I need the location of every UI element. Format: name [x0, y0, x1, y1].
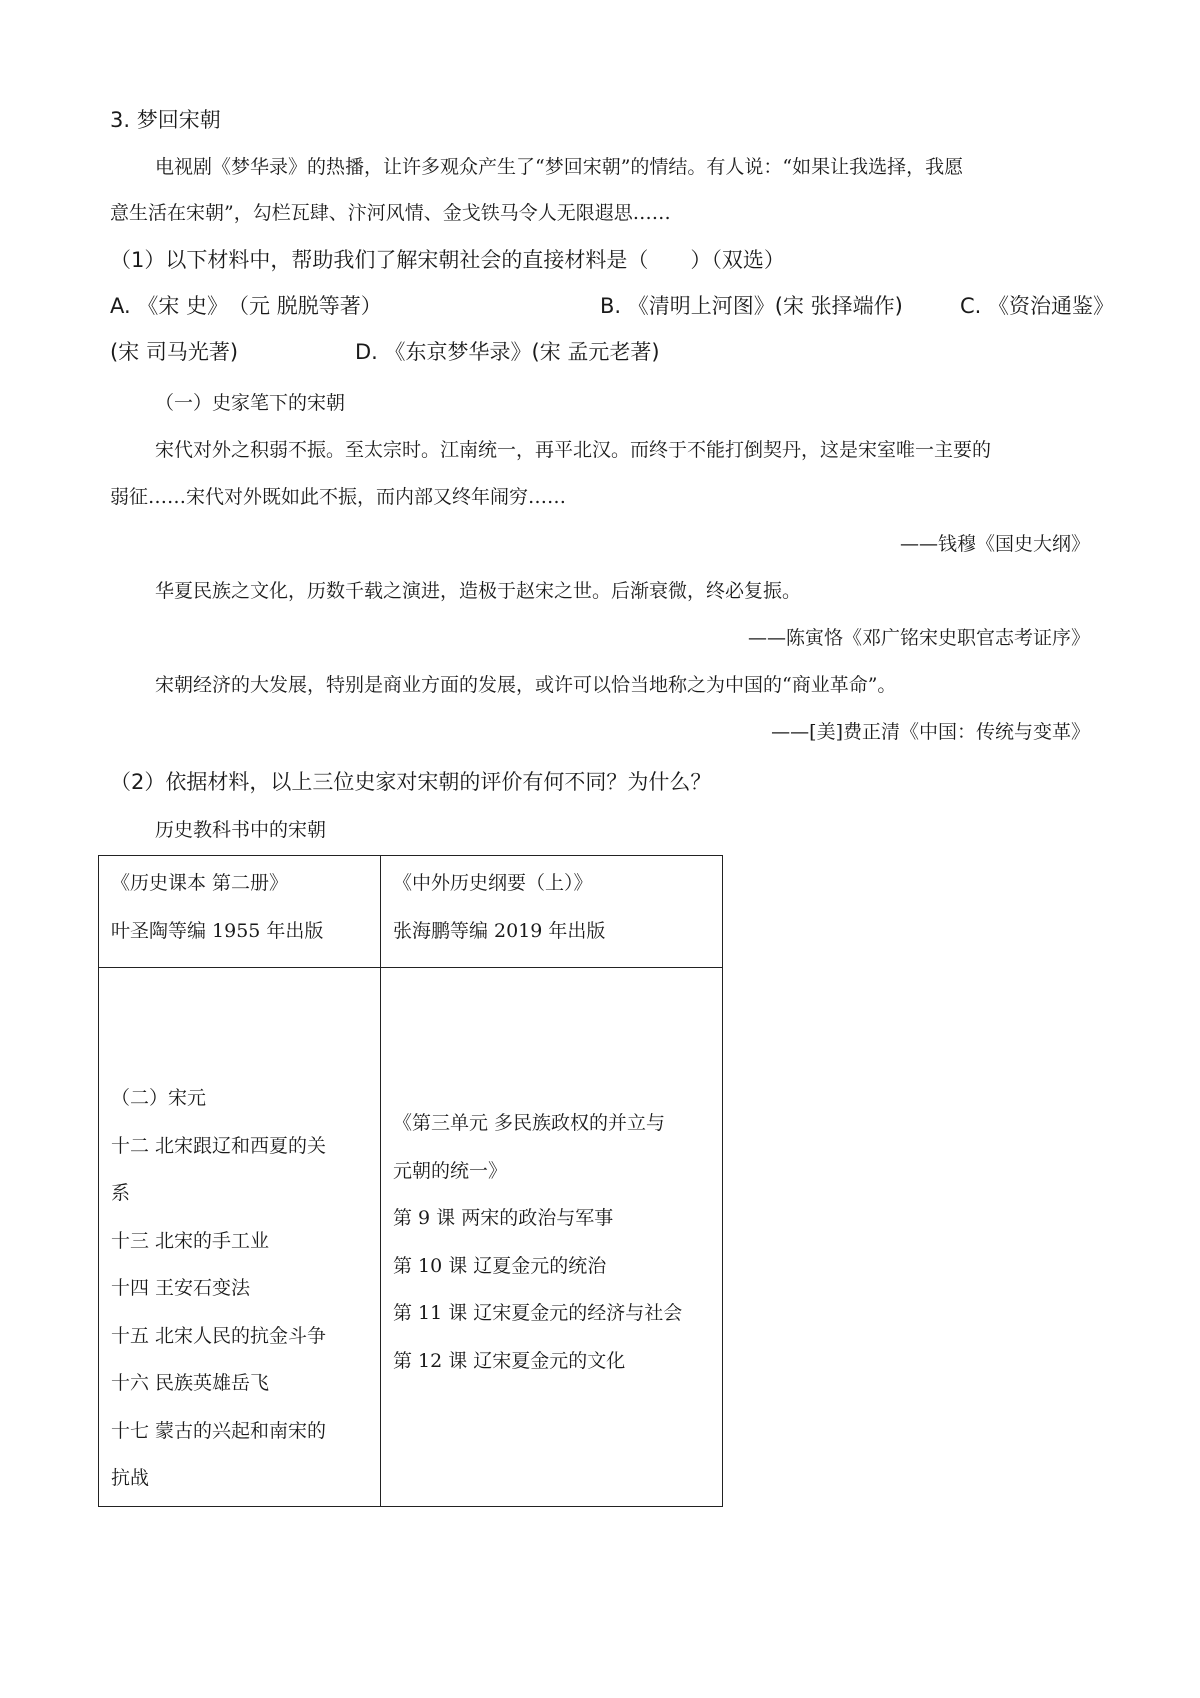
list-item: 系: [111, 1182, 131, 1204]
source2: ——陈寅恪《邓广铭宋史职官志考证序》: [747, 627, 1090, 649]
right-header-title: 《中外历史纲要（上）》: [393, 872, 593, 894]
list-item: 十五 北宋人民的抗金斗争: [111, 1324, 327, 1347]
list-item: 第 11 课 辽宋夏金元的经济与社会: [393, 1302, 683, 1324]
list-item: 十七 蒙古的兴起和南宋的: [111, 1419, 327, 1442]
right-body-cell: [381, 968, 723, 1507]
q1-prompt: （1）以下材料中，帮助我们了解宋朝社会的直接材料是（ ）（双选）: [110, 248, 785, 272]
quote1-line-1: 宋代对外之积弱不振。至太宗时。江南统一，再平北汉。而终于不能打倒契丹，这是宋室唯一主要的: [155, 439, 992, 461]
option-c: C. 《资治通鉴》: [960, 294, 1115, 318]
intro-line-1: 电视剧《梦华录》的热播，让许多观众产生了“梦回宋朝”的情结。有人说：“如果让我选择，我愿: [155, 156, 964, 178]
intro-line-2: 意生活在宋朝”，勾栏瓦肆、汴河风情、金戈铁马令人无限遐思……: [110, 202, 671, 224]
source3: ——[美]费正清《中国：传统与变革》: [771, 721, 1090, 743]
section2-heading: 历史教科书中的宋朝: [155, 819, 327, 841]
list-item: （二）宋元: [111, 1087, 207, 1109]
option-c-continued: (宋 司马光著): [110, 340, 239, 364]
list-item: 抗战: [111, 1467, 150, 1489]
source1: ——钱穆《国史大纲》: [899, 533, 1090, 555]
table-header-row: [99, 856, 723, 968]
textbook-comparison-table: [98, 855, 723, 1507]
right-header-cell: [381, 856, 723, 968]
question-title: 3. 梦回宋朝: [110, 108, 221, 132]
left-header-edition: 叶圣陶等编 1955 年出版: [111, 919, 324, 942]
list-item: 第 9 课 两宋的政治与军事: [393, 1207, 614, 1229]
table-body-row: [99, 968, 723, 1507]
section1-heading: （一）史家笔下的宋朝: [155, 392, 346, 414]
left-body-cell: [99, 968, 381, 1507]
list-item: 十二 北宋跟辽和西夏的关: [111, 1134, 327, 1157]
list-item: 第 10 课 辽夏金元的统治: [393, 1254, 607, 1277]
list-item: 元朝的统一》: [393, 1159, 508, 1182]
q2-prompt: （2）依据材料，以上三位史家对宋朝的评价有何不同？为什么？: [110, 770, 712, 794]
quote2: 华夏民族之文化，历数千载之演进，造极于赵宋之世。后渐衰微，终必复振。: [155, 580, 802, 602]
left-header-title: 《历史课本 第二册》: [111, 872, 289, 894]
option-b: B. 《清明上河图》(宋 张择端作): [600, 294, 903, 318]
option-d: D. 《东京梦华录》(宋 孟元老著): [355, 340, 660, 364]
left-header-cell: [99, 856, 381, 968]
list-item: 《第三单元 多民族政权的并立与: [393, 1112, 666, 1134]
option-a: A. 《宋 史》 （元 脱脱等著）: [110, 294, 382, 318]
right-header-edition: 张海鹏等编 2019 年出版: [393, 919, 606, 942]
quote1-line-2: 弱征……宋代对外既如此不振，而内部又终年闹穷……: [110, 486, 567, 508]
list-item: 十六 民族英雄岳飞: [111, 1372, 270, 1394]
list-item: 第 12 课 辽宋夏金元的文化: [393, 1349, 626, 1372]
list-item: 十四 王安石变法: [111, 1277, 251, 1299]
list-item: 十三 北宋的手工业: [111, 1229, 270, 1252]
quote3: 宋朝经济的大发展，特别是商业方面的发展，或许可以恰当地称之为中国的“商业革命”。: [155, 674, 897, 696]
